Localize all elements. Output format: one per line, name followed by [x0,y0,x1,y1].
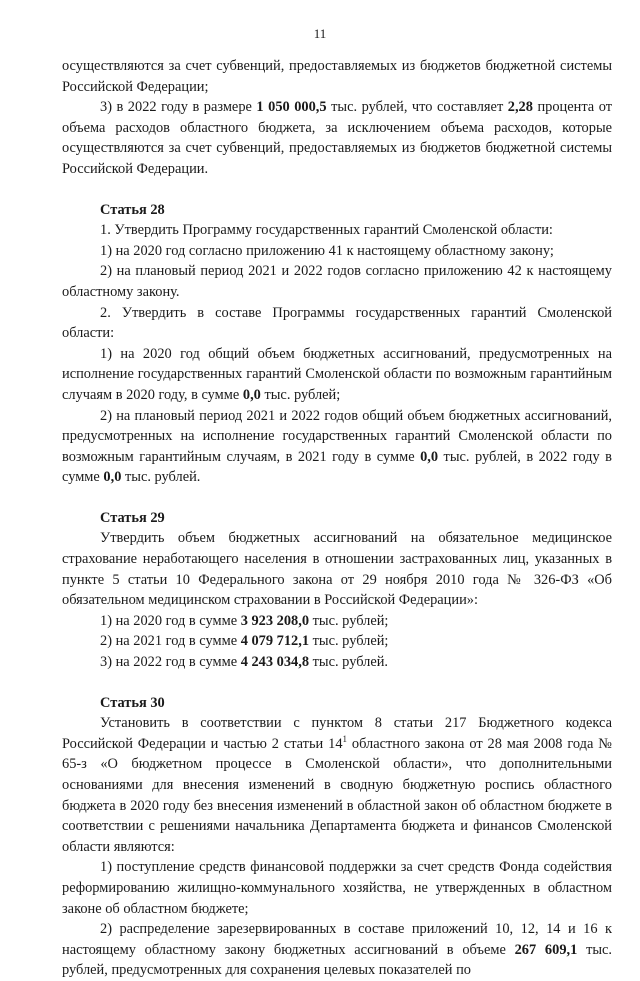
article-28-item-2: 2) на плановый период 2021 и 2022 годов согласно приложению 42 к настоящему областному закону. [62,263,612,300]
article-28-clause-2-item-2: 2) на плановый период 2021 и 2022 годов общий объем бюджетных ассигнований, предусмотренных на исполнение государственных гарантий Смоленской области по возможным гарантийным случаям, в 2021 году в сумме 0,0 тыс. рублей, в 2022 году в сумме 0,0 тыс. рублей. [62,407,612,486]
article-29-item-2: 2) на 2021 год в сумме 4 079 712,1 тыс. рублей; [100,633,389,650]
article-29-title: Статья 29 [100,509,165,526]
article-28-clause-1: 1. Утвердить Программу государственных гарантий Смоленской области: [100,222,553,239]
article-30-item-1: 1) поступление средств финансовой поддержки за счет средств Фонда содействия реформированию жилищно-коммунального хозяйства, не утвержденных в областном законе об областном бюджете; [62,859,612,917]
article-29-item-3: 3) на 2022 год в сумме 4 243 034,8 тыс. рублей. [100,654,389,671]
article-28-clause-2-item-1: 1) на 2020 год общий объем бюджетных ассигнований, предусмотренных на исполнение государственных гарантий Смоленской области по возможным гарантийным случаям в 2020 году, в сумме 0,0 тыс. рублей; [62,345,612,403]
article-28-title: Статья 28 [100,201,165,218]
article-29-text: Утвердить объем бюджетных ассигнований на обязательное медицинское страхование неработающего населения в отношении застрахованных лиц, указанных в пункте 5 статьи 10 Федерального закона от 29 ноября 2010 года № 326-ФЗ «Об обязательном медицинском страховании в Российской Федерации»: [62,530,612,609]
article-28-item-1: 1) на 2020 год согласно приложению 41 к настоящему областному закону; [100,242,554,259]
document-body [62,56,612,981]
article-30-item-2: 2) распределение зарезервированных в составе приложений 10, 12, 14 и 16 к настоящему областному закону бюджетных ассигнований в объеме 267 609,1 тыс. рублей, предусмотренных для сохранения целевых показателей по [62,921,613,979]
page-number: 11 [313,26,327,41]
paragraph-item-3: 3) в 2022 году в размере 1 050 000,5 тыс. рублей, что составляет 2,28 процента от объема расходов областного бюджета, за исключением объема расходов, которые осуществляются за счет субвенций, предоставляемых из бюджетов бюджетной системы Российской Федерации. [62,99,612,177]
paragraph-continuation: осуществляются за счет субвенций, предоставляемых из бюджетов бюджетной системы Российской Федерации; [62,58,612,95]
article-30-title: Статья 30 [100,694,165,711]
article-30-text: Установить в соответствии с пунктом 8 статьи 217 Бюджетного кодекса Российской Федерации и частью 2 статьи $14^1$ областного закона от 28 мая 2008 года № 65-з «О бюджетном процессе в Смоленской области», что дополнительными основаниями для внесения изменений в сводную бюджетную роспись областного бюджета в 2020 году без внесения изменений в областной закон об областном бюджете в соответствии с решениями начальника Департамента бюджета и финансов Смоленской области являются: [62,715,612,855]
article-29-item-1: 1) на 2020 год в сумме 3 923 208,0 тыс. рублей; [100,612,389,629]
article-28-clause-2: 2. Утвердить в составе Программы государственных гарантий Смоленской области: [62,304,612,342]
